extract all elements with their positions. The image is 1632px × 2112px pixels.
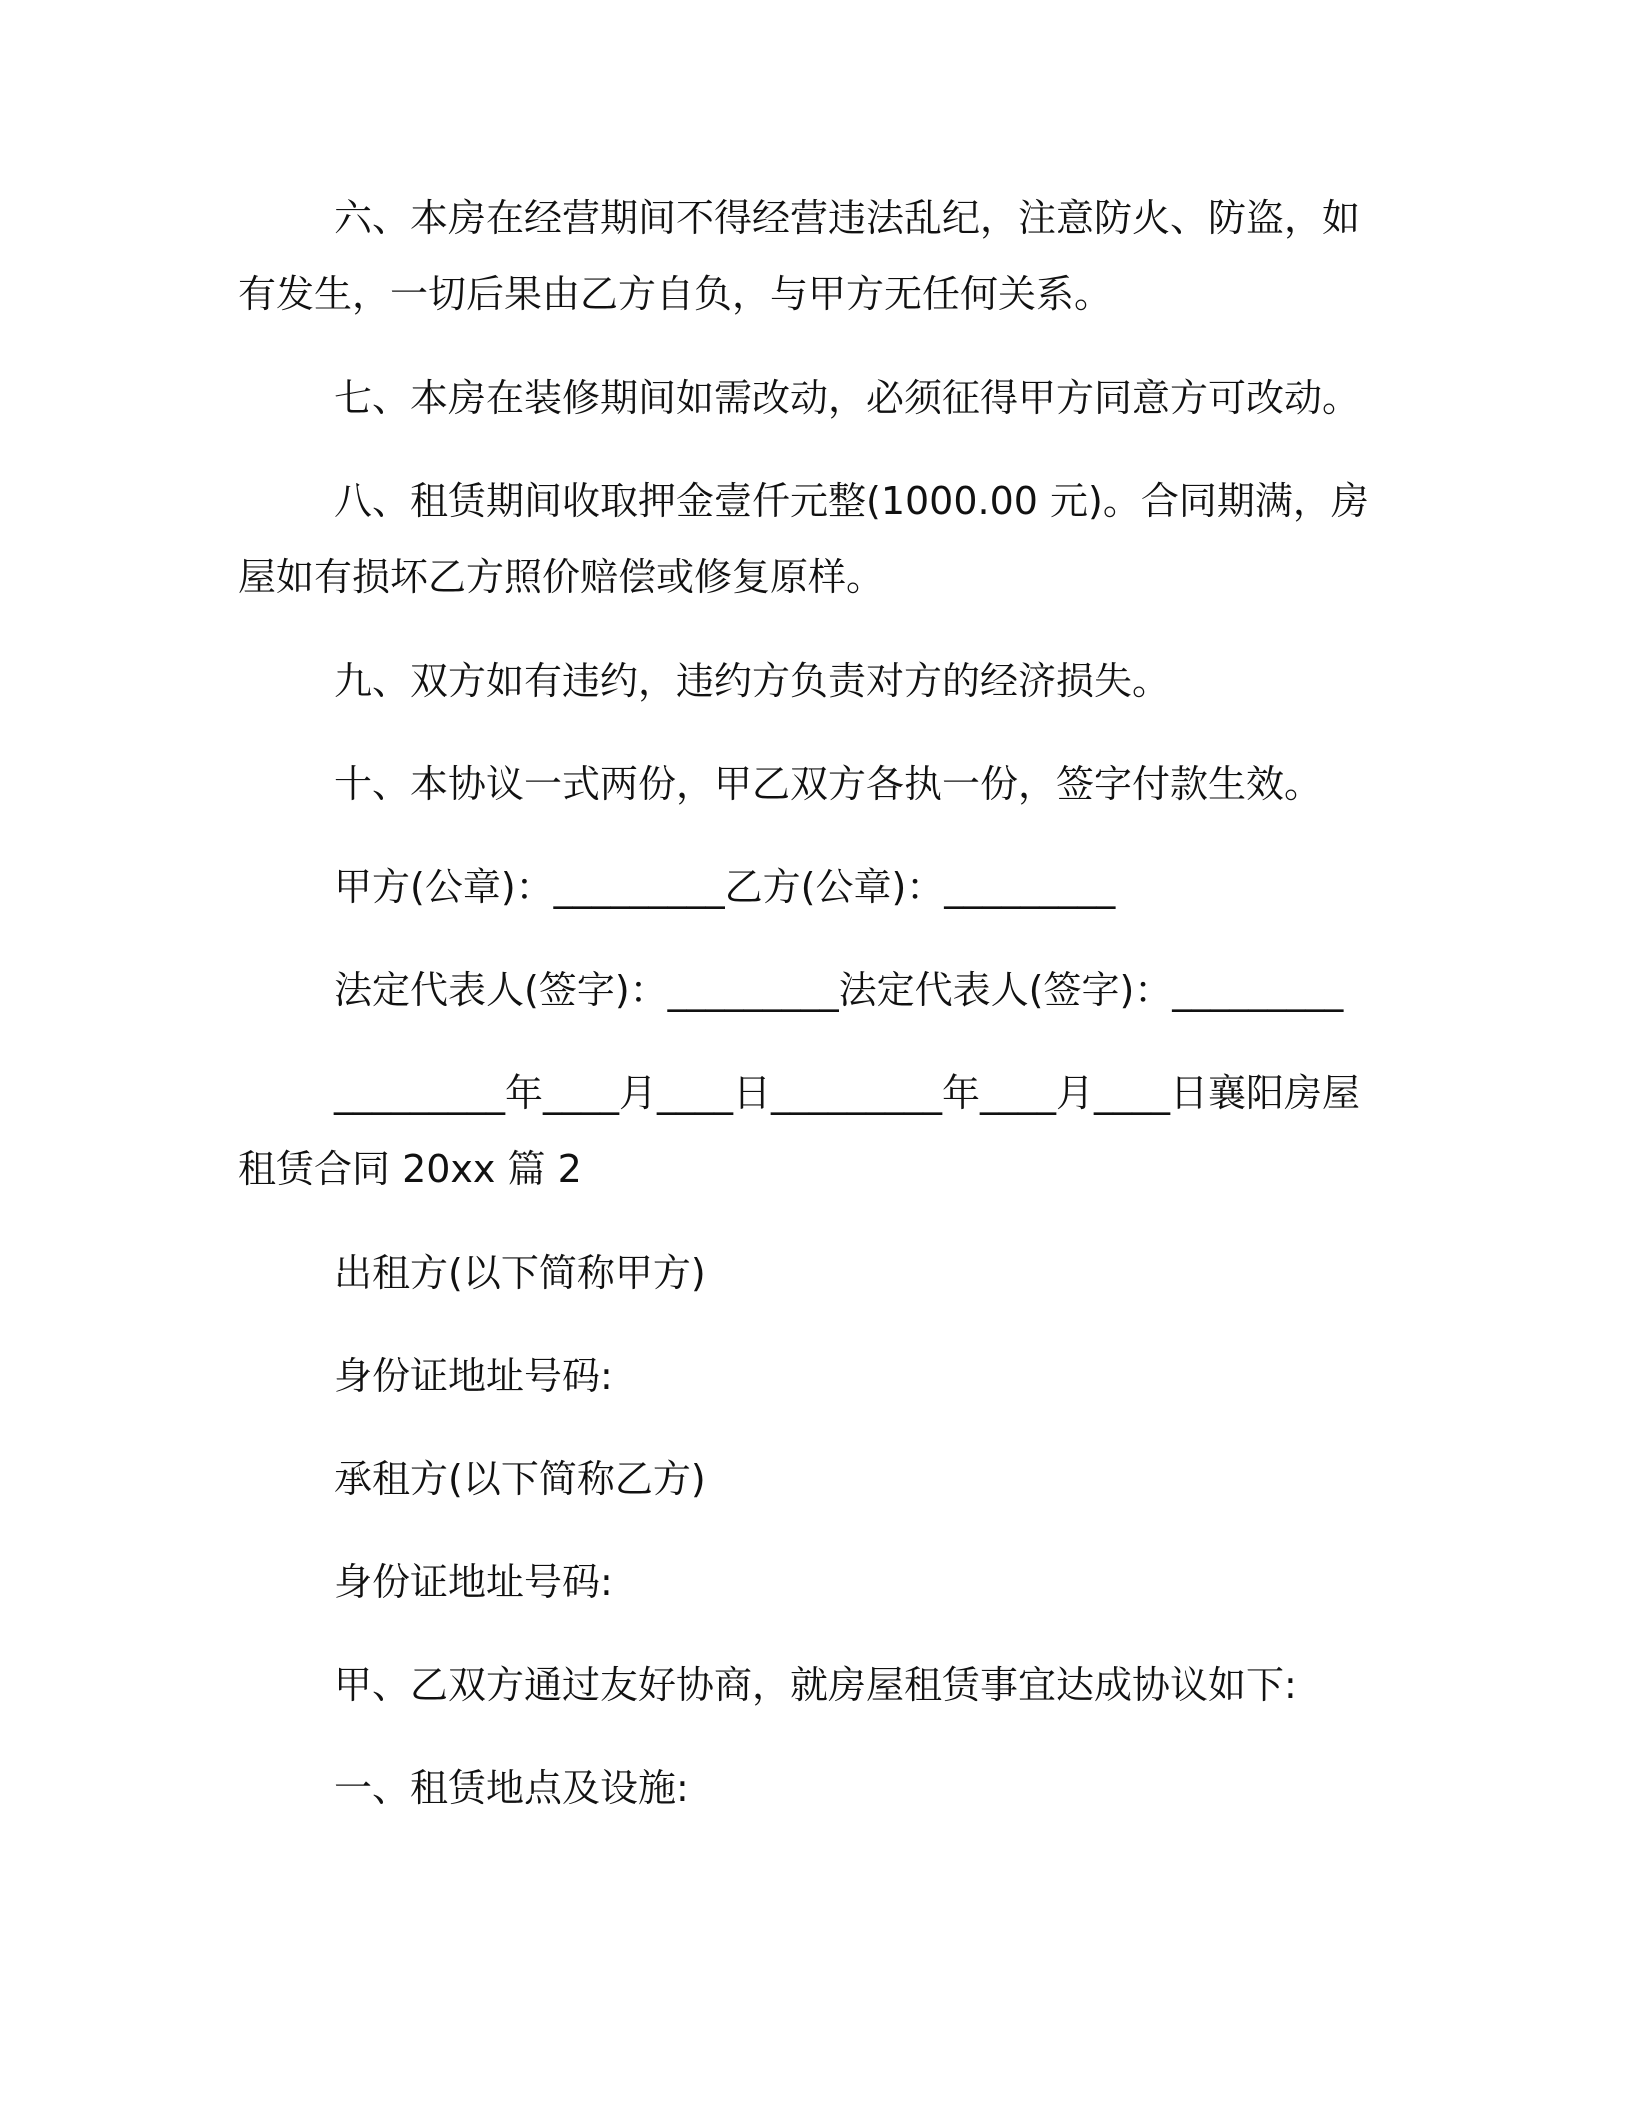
party-seal-line: [238, 849, 1378, 925]
paragraph-text: 七、本房在装修期间如需改动，必须征得甲方同意方可改动。: [334, 376, 1361, 420]
paragraph-text: 一、租赁地点及设施:: [334, 1766, 689, 1810]
paragraph-text: 十、本协议一式两份，甲乙双方各执一份，签字付款生效。: [334, 762, 1323, 806]
paragraph-text: 甲、乙双方通过友好协商，就房屋租赁事宜达成协议如下:: [334, 1663, 1297, 1707]
paragraph-text: _________年____月____日_________年____月____日襄阳房屋租赁合同 20xx 篇 2: [238, 1071, 1361, 1191]
paragraph-7: [238, 360, 1378, 436]
section-1-heading: [238, 1750, 1378, 1826]
lessee-id-line: [238, 1544, 1378, 1620]
date-and-heading: [238, 1055, 1378, 1207]
paragraph-text: 六、本房在经营期间不得经营违法乱纪，注意防火、防盗，如有发生，一切后果由乙方自负，与甲方无任何关系。: [238, 196, 1361, 316]
paragraph-text: 九、双方如有违约，违约方负责对方的经济损失。: [334, 659, 1171, 703]
paragraph-6: [238, 180, 1378, 332]
lessor-line: [238, 1235, 1378, 1311]
paragraph-text: 承租方(以下简称乙方): [334, 1457, 706, 1501]
lessee-line: [238, 1441, 1378, 1517]
lessor-id-line: [238, 1338, 1378, 1414]
paragraph-10: [238, 746, 1378, 822]
paragraph-text: 出租方(以下简称甲方): [334, 1251, 706, 1295]
agreement-intro: [238, 1647, 1378, 1723]
paragraph-text: 身份证地址号码:: [334, 1560, 613, 1604]
paragraph-9: [238, 643, 1378, 719]
paragraph-8: [238, 463, 1378, 615]
paragraph-text: 身份证地址号码:: [334, 1354, 613, 1398]
representative-signature-line: [238, 952, 1378, 1028]
paragraph-text: 甲方(公章)：_________乙方(公章)：_________: [334, 865, 1116, 909]
paragraph-text: 法定代表人(签字)：_________法定代表人(签字)：_________: [334, 968, 1344, 1012]
paragraph-text: 八、租赁期间收取押金壹仟元整(1000.00 元)。合同期满，房屋如有损坏乙方照价赔偿或修复原样。: [238, 479, 1369, 599]
